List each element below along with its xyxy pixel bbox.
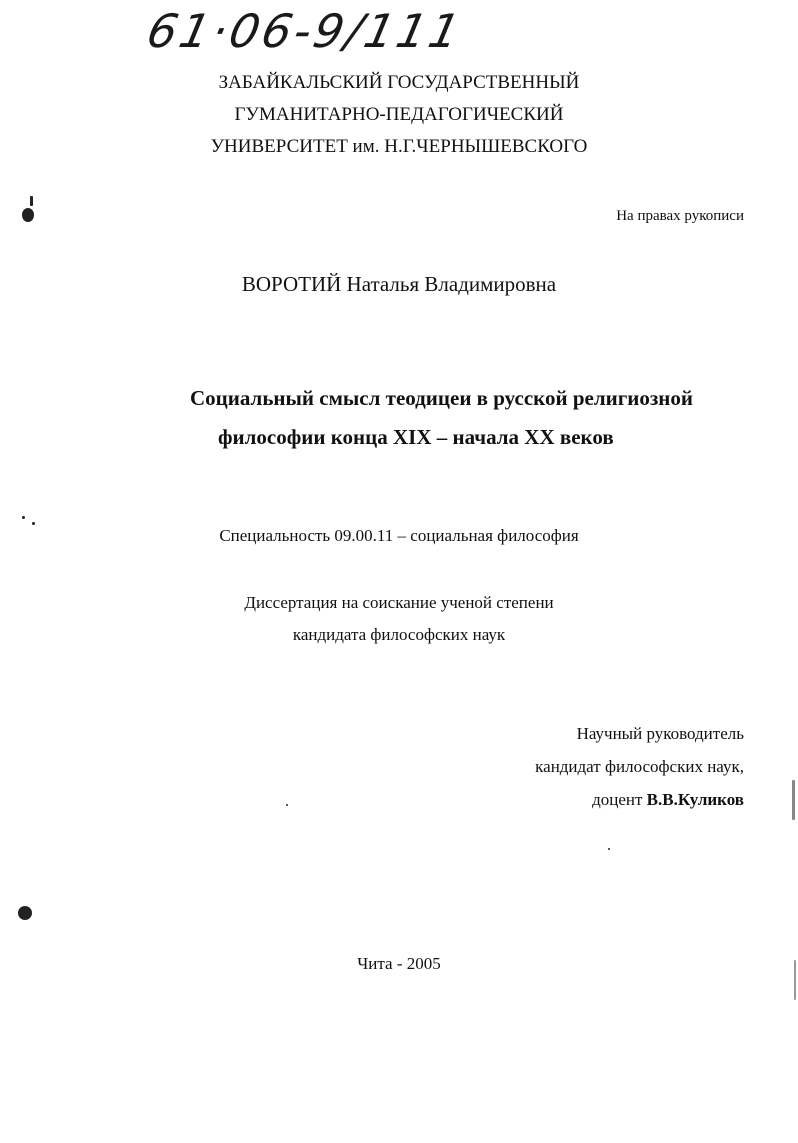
dissertation-title-line-2: философии конца XIX – начала XX веков [218, 425, 614, 449]
degree-statement-line-1: Диссертация на соискание ученой степени [244, 593, 554, 612]
handwritten-archive-mark: 61·06-9/111 [142, 4, 468, 58]
supervisor-line [592, 790, 744, 810]
manuscript-rights-note: На правах рукописи [616, 208, 744, 224]
city-year: Чита - 2005 [357, 954, 441, 973]
degree-statement-line-2: кандидата философских наук [292, 625, 506, 644]
scan-speck [792, 780, 795, 820]
university-line-2: ГУМАНИТАРНО-ПЕДАГОГИЧЕСКИЙ [234, 104, 564, 125]
scan-speck [22, 516, 25, 519]
supervisor-name: В.В.Куликов [646, 790, 744, 809]
university-line-3: УНИВЕРСИТЕТ им. Н.Г.ЧЕРНЫШЕВСКОГО [210, 136, 588, 157]
university-line-1: ЗАБАЙКАЛЬСКИЙ ГОСУДАРСТВЕННЫЙ [218, 72, 580, 93]
author-name: ВОРОТИЙ Наталья Владимировна [241, 272, 557, 296]
dissertation-title-line-1: Социальный смысл теодицеи в русской религиозной [190, 386, 693, 410]
scan-speck [286, 804, 288, 806]
scan-speck [22, 208, 34, 222]
specialty-line: Специальность 09.00.11 – социальная философия [219, 526, 579, 545]
supervisor-role: Научный руководитель [576, 724, 744, 743]
scan-speck [32, 522, 35, 525]
supervisor-degree: кандидат философских наук, [535, 757, 744, 776]
scan-speck [18, 906, 32, 920]
scan-speck [794, 960, 796, 1000]
scan-speck [30, 196, 33, 206]
supervisor-position: доцент [592, 790, 643, 809]
scan-speck [608, 848, 610, 850]
